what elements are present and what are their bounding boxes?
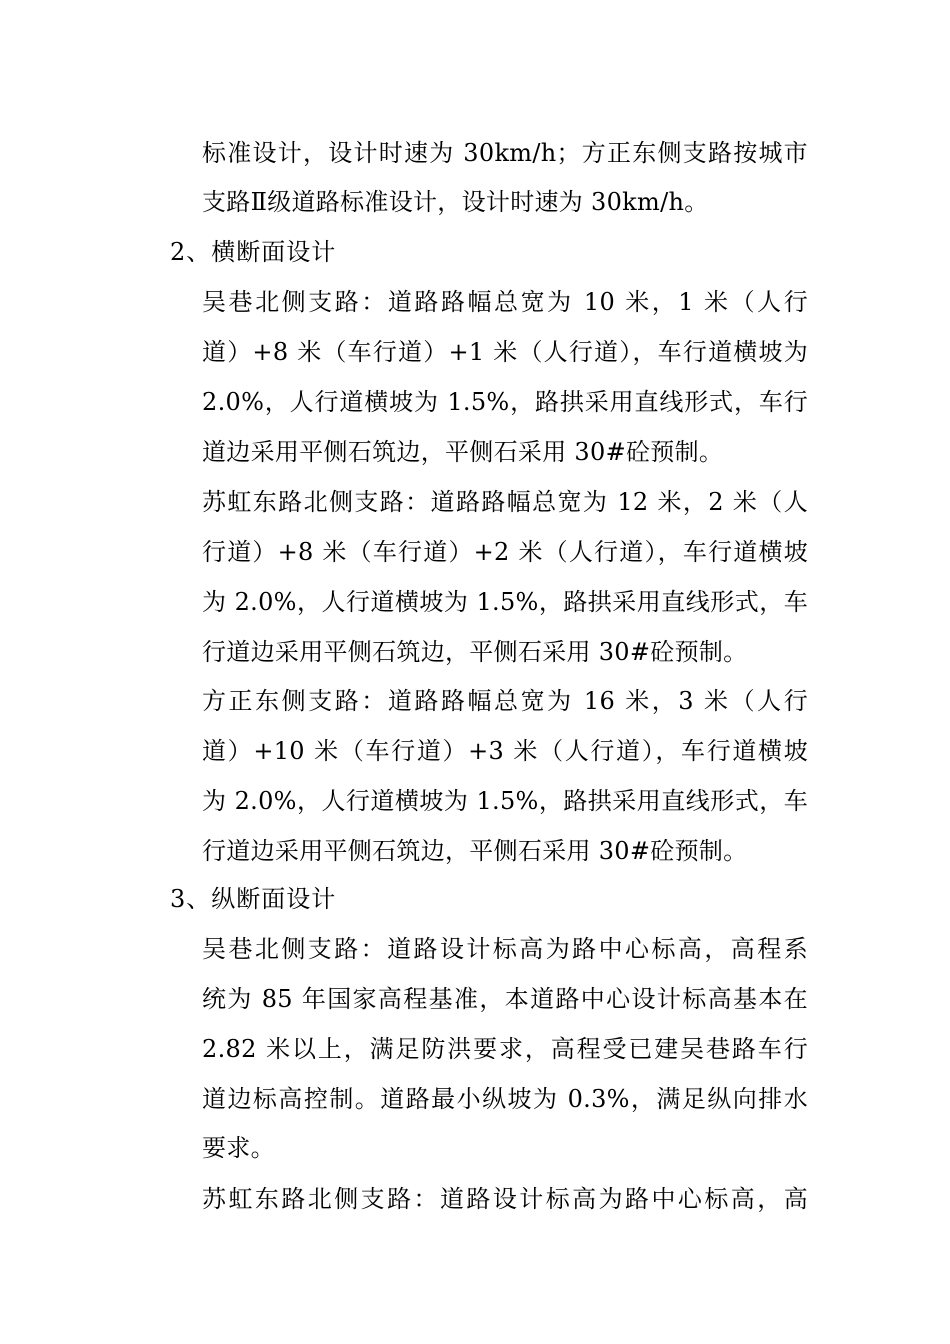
text-line: 吴巷北侧支路：道路设计标高为路中心标高，高程系: [202, 935, 808, 963]
text-line: 统为 85 年国家高程基准，本道路中心设计标高基本在: [202, 985, 808, 1013]
text-line: 为 2.0%，人行道横坡为 1.5%，路拱采用直线形式，车: [202, 787, 808, 815]
text-line: 道边标高控制。道路最小纵坡为 0.3%，满足纵向排水: [202, 1085, 808, 1113]
text-line: 道）+8 米（车行道）+1 米（人行道），车行道横坡为: [202, 338, 808, 366]
text-line: 苏虹东路北侧支路：道路路幅总宽为 12 米，2 米（人: [202, 488, 808, 516]
text-line: 行道）+8 米（车行道）+2 米（人行道），车行道横坡: [202, 538, 808, 566]
text-line: 2.82 米以上，满足防洪要求，高程受已建吴巷路车行: [202, 1035, 808, 1063]
text-line: 行道边采用平侧石筑边，平侧石采用 30#砼预制。: [202, 837, 748, 865]
text-line: 2.0%，人行道横坡为 1.5%，路拱采用直线形式，车行: [202, 388, 808, 416]
text-line: 行道边采用平侧石筑边，平侧石采用 30#砼预制。: [202, 638, 748, 666]
text-line: 道）+10 米（车行道）+3 米（人行道），车行道横坡: [202, 737, 808, 765]
section-heading: 2、横断面设计: [170, 238, 337, 266]
text-line: 标准设计，设计时速为 30km/h；方正东侧支路按城市: [202, 139, 808, 167]
text-line: 方正东侧支路：道路路幅总宽为 16 米，3 米（人行: [202, 687, 808, 715]
text-line: 要求。: [202, 1134, 275, 1162]
text-line: 道边采用平侧石筑边，平侧石采用 30#砼预制。: [202, 438, 724, 466]
text-line: 苏虹东路北侧支路：道路设计标高为路中心标高，高: [202, 1185, 808, 1213]
section-heading: 3、纵断面设计: [170, 885, 337, 913]
text-line: 吴巷北侧支路：道路路幅总宽为 10 米，1 米（人行: [202, 288, 808, 316]
text-line: 为 2.0%，人行道横坡为 1.5%，路拱采用直线形式，车: [202, 588, 808, 616]
text-line: 支路Ⅱ级道路标准设计，设计时速为 30km/h。: [202, 188, 709, 216]
